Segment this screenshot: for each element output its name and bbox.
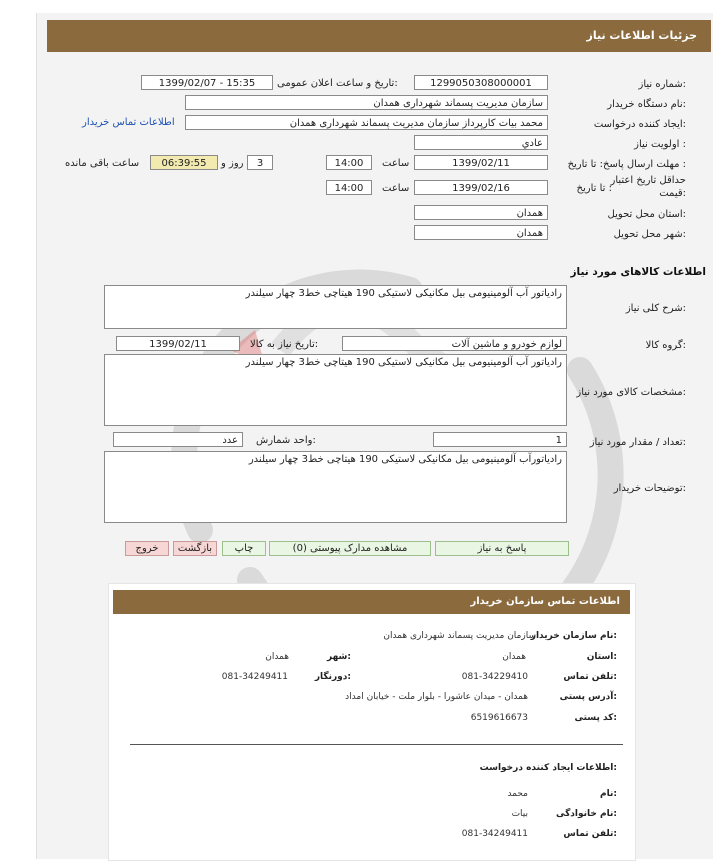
priority-field: عادي [414, 135, 548, 150]
goods-group-field: لوازم خودرو و ماشین آلات [342, 336, 567, 351]
requester-label: ایجاد کننده درخواست: [593, 119, 686, 130]
postal-code-value: 6519616673 [470, 713, 528, 723]
remaining-time-label: ساعت باقی مانده [65, 158, 140, 169]
price-time-label: ساعت [382, 183, 410, 194]
org-name-label: نام سازمان خریدار: [530, 631, 617, 641]
phone-value: 081-34229410 [461, 672, 528, 682]
first-name-value: محمد [507, 789, 528, 799]
need-date-label: تاریخ نیاز به کالا: [250, 339, 319, 350]
creator-phone-label: تلفن تماس: [563, 829, 617, 839]
quantity-field: 1 [433, 432, 567, 447]
fax-label: دورنگار: [314, 672, 351, 682]
buyer-org-label: نام دستگاه خریدار: [607, 99, 686, 110]
reply-time-label: ساعت [382, 158, 410, 169]
reply-time-field: 14:00 [326, 155, 372, 170]
postal-code-label: کد پستی: [574, 713, 617, 723]
buyer-org-field: سازمان مدیریت پسماند شهرداری همدان [185, 95, 548, 110]
first-name-label: نام: [600, 789, 617, 799]
reply-days-label: روز و [221, 158, 244, 169]
attachments-button[interactable]: مشاهده مدارک پیوستی (0) [269, 541, 431, 556]
phone-label: تلفن تماس: [563, 672, 617, 682]
delivery-province-field: همدان [414, 205, 548, 220]
city-value: همدان [265, 652, 289, 662]
creator-section-title: اطلاعات ایجاد کننده درخواست: [479, 763, 617, 773]
announce-datetime-field: 1399/02/07 - 15:35 [141, 75, 273, 90]
address-value: همدان - میدان عاشورا - بلوار ملت - خیابان امداد [345, 692, 528, 702]
delivery-city-label: شهر محل تحویل: [613, 229, 686, 240]
unit-label: واحد شمارش: [256, 435, 316, 446]
delivery-province-label: استان محل تحویل: [607, 209, 686, 220]
priority-label: اولویت نیاز : [634, 139, 686, 150]
delivery-city-field: همدان [414, 225, 548, 240]
announce-datetime-label: تاریخ و ساعت اعلان عمومی: [277, 78, 398, 89]
address-label: آدرس پستی: [559, 692, 617, 702]
page-title: جزئیات اطلاعات نیاز [586, 29, 697, 42]
need-number-field: 1299050308000001 [414, 75, 548, 90]
last-name-value: بیات [511, 809, 528, 819]
reply-deadline-date: 1399/02/11 [414, 155, 548, 170]
last-name-label: نام خانوادگی: [555, 809, 617, 819]
print-button[interactable]: چاپ [222, 541, 266, 556]
buyer-notes-field: رادیاتورآب آلومینیومی بیل مکانیکی لاستیکی 190 هیتاچی خط3 چهار سیلندر [104, 451, 567, 523]
city-label: شهر: [327, 652, 351, 662]
contact-card-header [113, 590, 630, 614]
reply-button[interactable]: پاسخ به نیاز [435, 541, 569, 556]
contact-divider [130, 744, 623, 745]
exit-button[interactable]: خروج [125, 541, 169, 556]
province-label: استان: [586, 652, 617, 662]
remaining-time-field: 06:39:55 [150, 155, 218, 170]
requester-field: محمد بیات کارپرداز سازمان مدیریت پسماند شهرداری همدان [185, 115, 548, 130]
fax-value: 081-34249411 [221, 672, 288, 682]
buyer-notes-label: توضیحات خریدار: [613, 483, 686, 494]
org-name-value: سازمان مدیریت پسماند شهرداری همدان [383, 631, 536, 641]
contact-card-title: اطلاعات تماس سازمان خریدار [470, 596, 620, 607]
reply-deadline-label: مهلت ارسال پاسخ: تا تاریخ : [567, 159, 686, 170]
general-desc-label: شرح کلی نیاز: [625, 303, 686, 314]
price-validity-until-label: تا تاریخ : [576, 183, 612, 194]
unit-field: عدد [113, 432, 243, 447]
goods-section-title: اطلاعات کالاهای مورد نیاز [570, 266, 706, 278]
page-header [47, 20, 711, 52]
need-number-label: شماره نیاز: [638, 79, 686, 90]
back-button[interactable]: بازگشت [173, 541, 217, 556]
province-value: همدان [502, 652, 526, 662]
contact-card [108, 583, 636, 861]
specs-label: مشخصات کالای مورد نیاز: [576, 387, 686, 398]
price-time-field: 14:00 [326, 180, 372, 195]
specs-field: رادیاتور آب آلومینیومی بیل مکانیکی لاستیکی 190 هیتاچی خط3 چهار سیلندر [104, 354, 567, 426]
price-validity-label-1: حداقل تاریخ اعتبار [610, 175, 686, 186]
creator-phone-value: 081-34249411 [461, 829, 528, 839]
reply-days-field: 3 [247, 155, 273, 170]
price-validity-date: 1399/02/16 [414, 180, 548, 195]
quantity-label: تعداد / مقدار مورد نیاز: [589, 437, 686, 448]
need-date-field: 1399/02/11 [116, 336, 240, 351]
general-desc-field: رادیاتور آب آلومینیومی بیل مکانیکی لاستیکی 190 هیتاچی خط3 چهار سیلندر [104, 285, 567, 329]
price-validity-label-2: قیمت: [659, 188, 686, 199]
goods-group-label: گروه کالا: [645, 340, 686, 351]
buyer-contact-link[interactable]: اطلاعات تماس خریدار [82, 117, 175, 128]
